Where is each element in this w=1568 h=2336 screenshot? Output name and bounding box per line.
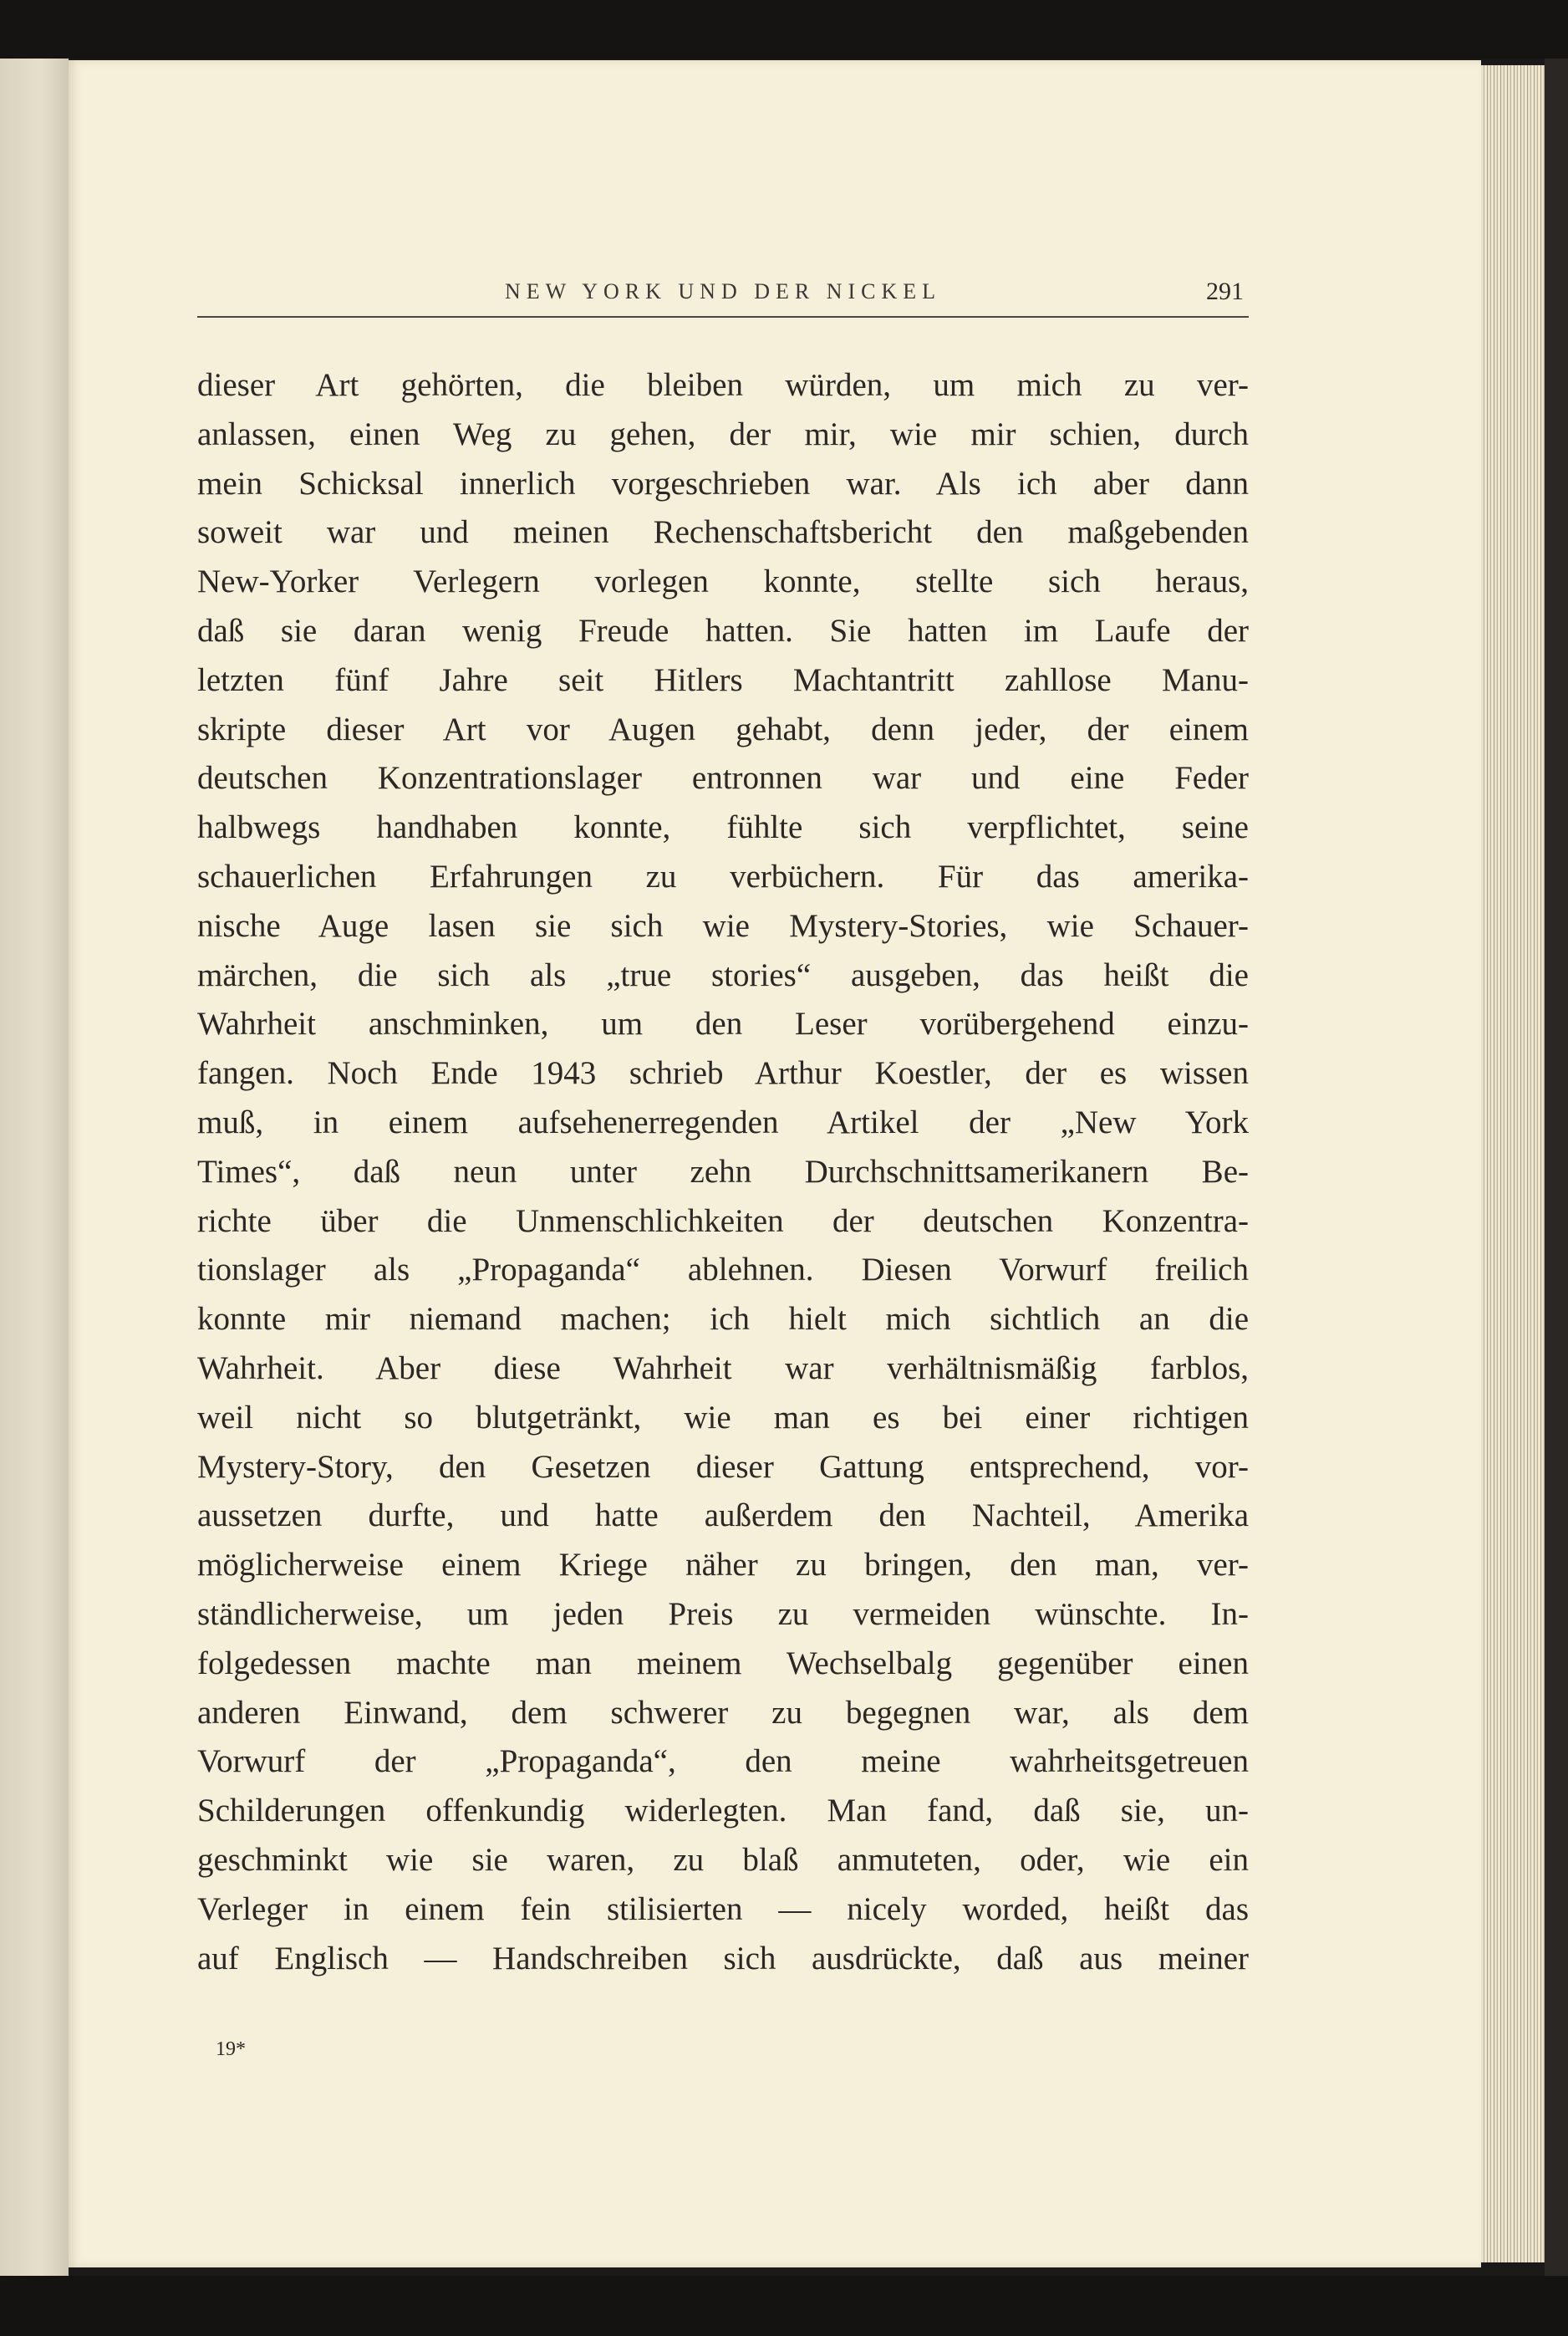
text-line: geschminkt wie sie waren, zu blaß anmuteten, oder, wie ein <box>197 1841 1249 1878</box>
page-stack-edges <box>1481 65 1545 2262</box>
text-line: Vorwurf der „Propaganda“, den meine wahrheitsgetreuen <box>197 1743 1249 1780</box>
signature-mark: 19* <box>216 2038 246 2060</box>
text-line: skripte dieser Art vor Augen gehabt, denn jeder, der einem <box>197 711 1249 747</box>
text-line: ständlicherweise, um jeden Preis zu vermeiden wünschte. In- <box>197 1595 1249 1632</box>
text-line: anlassen, einen Weg zu gehen, der mir, wie mir schien, durch <box>197 416 1249 452</box>
text-line: letzten fünf Jahre seit Hitlers Machtantritt zahllose Manu- <box>197 661 1249 698</box>
text-line: auf Englisch — Handschreiben sich ausdrückte, daß aus meiner <box>197 1940 1249 1976</box>
text-line: Schilderungen offenkundig widerlegten. Man fand, daß sie, un- <box>197 1793 1249 1829</box>
text-line: aussetzen durfte, und hatte außerdem den Nachteil, Amerika <box>197 1497 1249 1534</box>
running-head <box>197 276 1249 318</box>
text-line: anderen Einwand, dem schwerer zu begegnen war, als dem <box>197 1694 1249 1731</box>
text-line: konnte mir niemand machen; ich hielt mich sichtlich an die <box>197 1301 1249 1338</box>
facing-page-edge <box>0 59 69 2276</box>
text-line: schauerlichen Erfahrungen zu verbüchern. Für das amerika- <box>197 858 1249 895</box>
text-line: mein Schicksal innerlich vorgeschrieben war. Als ich aber dann <box>197 465 1249 502</box>
text-line: New-Yorker Verlegern vorlegen konnte, stellte sich heraus, <box>197 564 1249 600</box>
text-line: weil nicht so blutgetränkt, wie man es bei einer richtigen <box>197 1399 1249 1436</box>
text-line: Wahrheit anschminken, um den Leser vorübergehend einzu- <box>197 1006 1249 1043</box>
text-line: Wahrheit. Aber diese Wahrheit war verhältnismäßig farblos, <box>197 1349 1249 1386</box>
text-line: muß, in einem aufsehenerregenden Artikel der „New York <box>197 1104 1249 1140</box>
text-line: deutschen Konzentrationslager entronnen war und eine Feder <box>197 760 1249 797</box>
text-line: daß sie daran wenig Freude hatten. Sie hatten im Laufe der <box>197 612 1249 649</box>
text-line: Mystery-Story, den Gesetzen dieser Gattung entsprechend, vor- <box>197 1448 1249 1485</box>
text-line: fangen. Noch Ende 1943 schrieb Arthur Koestler, der es wissen <box>197 1055 1249 1092</box>
text-line: Verleger in einem fein stilisierten — nicely worded, heißt das <box>197 1890 1249 1927</box>
text-line: Times“, daß neun unter zehn Durchschnittsamerikanern Be- <box>197 1153 1249 1190</box>
text-line: märchen, die sich als „true stories“ ausgeben, das heißt die <box>197 956 1249 993</box>
text-line: soweit war und meinen Rechenschaftsbericht den maßgebenden <box>197 514 1249 551</box>
scan-background-right <box>1545 59 1568 2276</box>
scan-background-bottom <box>0 2276 1568 2336</box>
running-head-title: NEW YORK UND DER NICKEL <box>504 279 942 303</box>
text-line: halbwegs handhaben konnte, fühlte sich verpflichtet, seine <box>197 809 1249 846</box>
text-line: tionslager als „Propaganda“ ablehnen. Diesen Vorwurf freilich <box>197 1252 1249 1288</box>
text-line: nische Auge lasen sie sich wie Mystery-Stories, wie Schauer- <box>197 907 1249 944</box>
text-line: folgedessen machte man meinem Wechselbalg gegenüber einen <box>197 1645 1249 1681</box>
body-text <box>197 361 1249 1983</box>
text-line: dieser Art gehörten, die bleiben würden, um mich zu ver- <box>197 367 1249 403</box>
page-number: 291 <box>1206 278 1244 305</box>
scan-background-top <box>0 0 1568 59</box>
text-line: richte über die Unmenschlichkeiten der deutschen Konzentra- <box>197 1202 1249 1239</box>
text-line: möglicherweise einem Kriege näher zu bringen, den man, ver- <box>197 1547 1249 1584</box>
